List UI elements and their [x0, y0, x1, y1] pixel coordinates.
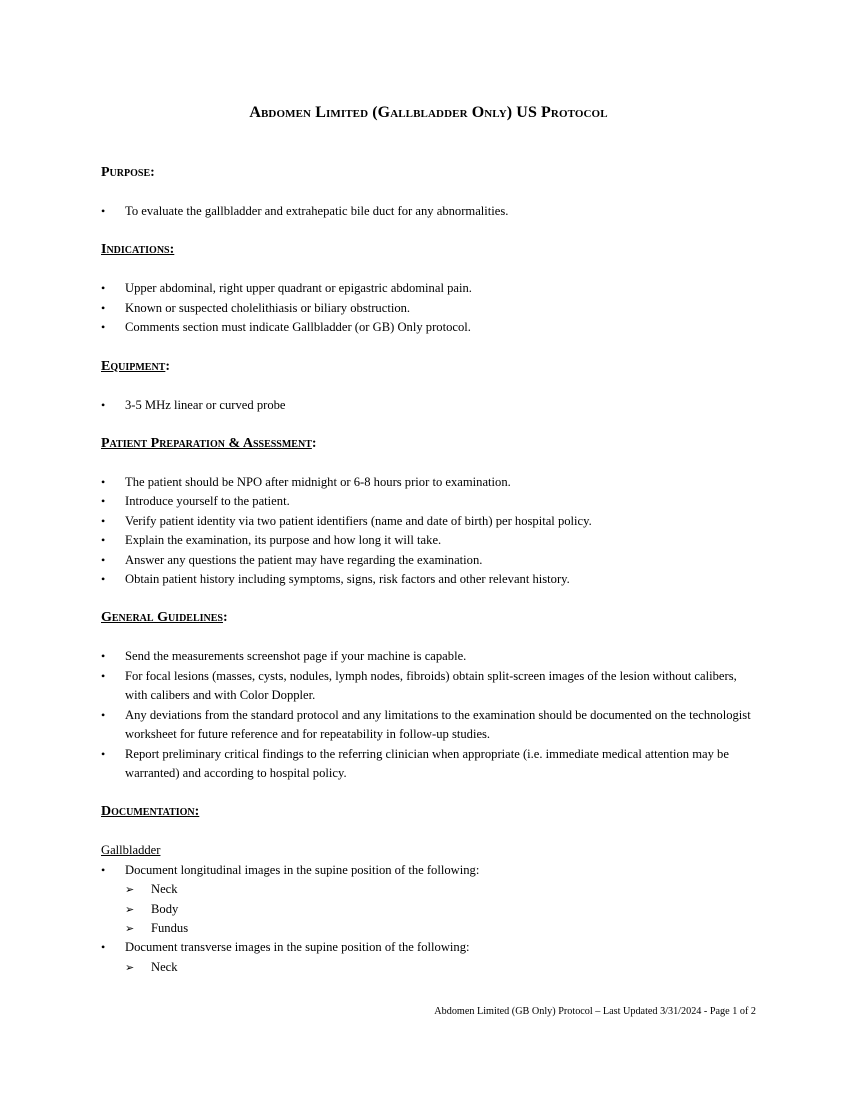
list-item: • Verify patient identity via two patient identifiers (name and date of birth) per hospital policy. — [101, 512, 761, 531]
sublist-item: ➢ Body — [125, 900, 761, 919]
purpose-list — [101, 202, 761, 221]
list-item: • Send the measurements screenshot page if your machine is capable. — [101, 647, 761, 666]
document-body — [101, 162, 761, 977]
section-heading-indications: Indications: — [101, 242, 175, 258]
list-item: • Introduce yourself to the patient. — [101, 492, 761, 511]
equipment-heading-colon: : — [165, 358, 171, 374]
guidelines-heading-colon: : — [222, 610, 228, 626]
section-heading-guidelines — [101, 607, 761, 629]
section-documentation — [101, 801, 761, 977]
list-item: • Explain the examination, its purpose and how long it will take. — [101, 531, 761, 550]
guidelines-heading-text: General Guidelines — [101, 610, 223, 626]
list-item: • Report preliminary critical findings to the referring clinician when appropriate (i.e. immediate medical attention may be warranted) and according to hospital policy. — [101, 745, 761, 784]
equipment-list — [101, 396, 761, 415]
list-item: • Comments section must indicate Gallbladder (or GB) Only protocol. — [101, 318, 761, 337]
section-preparation — [101, 433, 761, 589]
section-guidelines — [101, 607, 761, 783]
longitudinal-instruction: Document longitudinal images in the supine position of the following: — [125, 862, 480, 877]
list-item: • Obtain patient history including symptoms, signs, risk factors and other relevant history. — [101, 570, 761, 589]
list-item — [101, 861, 761, 939]
list-item: • 3-5 MHz linear or curved probe — [101, 396, 761, 415]
subheading-gallbladder: Gallbladder — [101, 843, 161, 858]
list-item: • To evaluate the gallbladder and extrahepatic bile duct for any abnormalities. — [101, 202, 761, 221]
page-footer: Abdomen Limited (GB Only) Protocol – Last Updated 3/31/2024 - Page 1 of 2 — [434, 1006, 756, 1017]
section-heading-documentation: Documentation: — [101, 804, 200, 820]
list-item: • Upper abdominal, right upper quadrant or epigastric abdominal pain. — [101, 279, 761, 298]
section-indications — [101, 239, 761, 337]
section-equipment — [101, 356, 761, 415]
sublist-item: ➢ Fundus — [125, 919, 761, 938]
section-heading-equipment — [101, 356, 761, 378]
indications-list — [101, 279, 761, 337]
sublist-item: ➢ Neck — [125, 958, 761, 977]
list-item: • For focal lesions (masses, cysts, nodules, lymph nodes, fibroids) obtain split-screen images of the lesion without calibers, with calibers and with Color Doppler. — [101, 667, 761, 706]
list-item: • Answer any questions the patient may have regarding the examination. — [101, 551, 761, 570]
list-item: • Any deviations from the standard protocol and any limitations to the examination should be documented on the technologist worksheet for future reference and for repeatability in follow-up studies. — [101, 706, 761, 745]
equipment-heading-text: Equipment — [101, 358, 166, 374]
longitudinal-sublist — [125, 880, 761, 938]
transverse-sublist — [125, 958, 761, 977]
transverse-instruction: Document transverse images in the supine position of the following: — [125, 940, 470, 955]
document-title: Abdomen Limited (Gallbladder Only) US Protocol — [249, 104, 608, 121]
section-heading-preparation — [101, 433, 761, 455]
preparation-heading-text: Patient Preparation & Assessment — [101, 436, 312, 452]
list-item — [101, 938, 761, 977]
documentation-list — [101, 861, 761, 977]
list-item: • The patient should be NPO after midnight or 6-8 hours prior to examination. — [101, 473, 761, 492]
section-heading-purpose: Purpose: — [101, 165, 155, 180]
section-purpose — [101, 162, 761, 221]
list-item: • Known or suspected cholelithiasis or biliary obstruction. — [101, 299, 761, 318]
preparation-list — [101, 473, 761, 589]
preparation-heading-colon: : — [311, 436, 317, 452]
sublist-item: ➢ Neck — [125, 880, 761, 899]
guidelines-list — [101, 647, 761, 783]
